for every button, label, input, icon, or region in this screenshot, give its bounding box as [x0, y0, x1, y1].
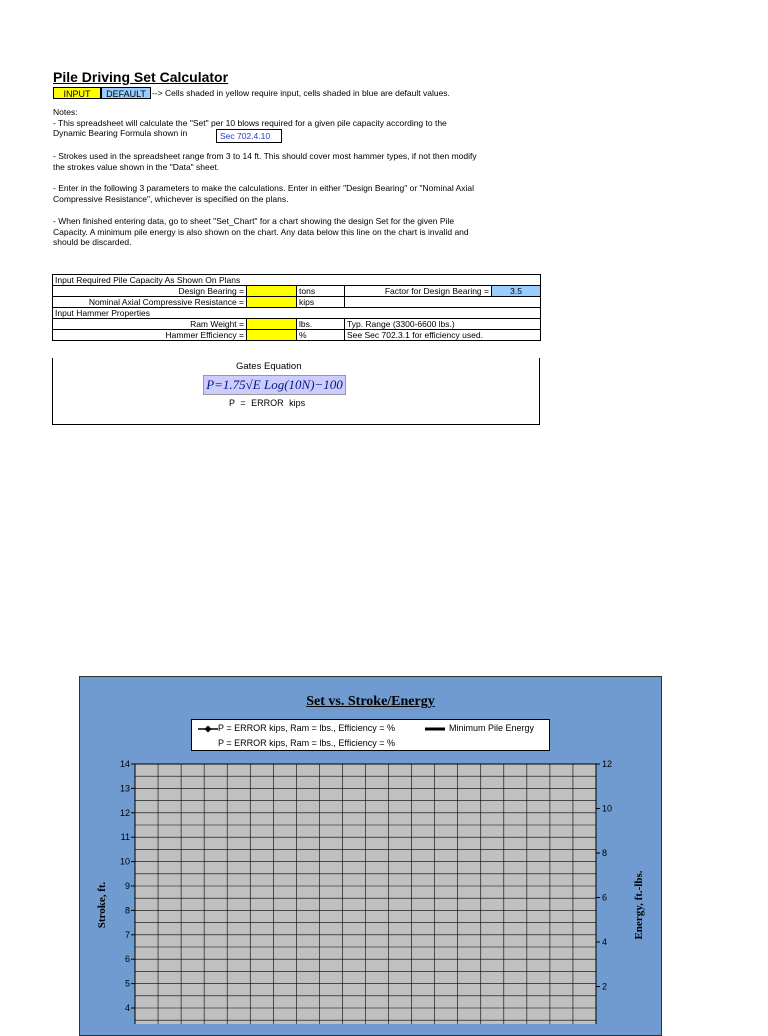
input-table: [52, 274, 541, 341]
y2-tick-label: 4: [602, 937, 608, 947]
chart-legend: [191, 719, 550, 751]
note-3b: Compressive Resistance", whichever is specified on the plans.: [53, 193, 289, 204]
y-tick-label: 13: [119, 783, 130, 794]
page-title: Pile Driving Set Calculator: [53, 69, 229, 85]
y-tick-label: 5: [124, 978, 130, 989]
y-tick-label: 12: [119, 807, 130, 818]
section-capacity-heading: Input Required Pile Capacity As Shown On Plans: [53, 275, 541, 286]
y-tick-label: 4: [124, 1003, 130, 1013]
series-1-legend-marker: [198, 725, 218, 733]
chart-title: Set vs. Stroke/Energy: [306, 694, 435, 709]
ram-weight-input[interactable]: [247, 319, 297, 330]
ram-weight-note: Typ. Range (3300-6600 lbs.): [345, 319, 541, 330]
factor-value[interactable]: 3.5: [492, 286, 541, 297]
y2-tick-label: 10: [602, 803, 613, 814]
note-4: [53, 216, 553, 248]
note-3: [53, 183, 553, 204]
result-value: ERROR: [251, 398, 284, 408]
input-legend-cell: INPUT: [53, 87, 101, 99]
hammer-efficiency-note: See Sec 702.3.1 for efficiency used.: [345, 330, 541, 341]
y-axis-label: Stroke, ft.: [96, 881, 108, 929]
nominal-resistance-unit: kips: [297, 297, 345, 308]
legend-note: --> Cells shaded in yellow require input, cells shaded in blue are default values.: [152, 88, 450, 98]
factor-label: Factor for Design Bearing =: [345, 286, 492, 297]
note-3a: - Enter in the following 3 parameters to make the calculations. Enter in either "Design Bearing" or "Nominal Axial: [53, 183, 475, 193]
series-1-legend-label: P = ERROR kips, Ram = lbs., Efficiency = %: [218, 723, 395, 733]
hammer-efficiency-unit: %: [297, 330, 345, 341]
note-2b: the strokes value shown in the "Data" sheet.: [53, 161, 220, 172]
y-tick-label: 6: [124, 954, 130, 965]
result-unit: kips: [289, 398, 306, 408]
result-label: P =: [229, 398, 246, 408]
chart-plot: [79, 750, 662, 1024]
notes-block: [53, 107, 553, 139]
hammer-efficiency-label: Hammer Efficiency =: [53, 330, 247, 341]
note-4a: - When finished entering data, go to sheet "Set_Chart" for a chart showing the design Set for the given Pile: [53, 216, 455, 226]
series-2-legend-marker: [425, 725, 445, 733]
y2-tick-label: 12: [602, 759, 613, 769]
nominal-resistance-label: Nominal Axial Compressive Resistance =: [53, 297, 247, 308]
y2-tick-label: 8: [602, 848, 608, 858]
gates-formula: P=1.75√E Log(10N)−100: [203, 375, 346, 395]
design-bearing-label: Design Bearing =: [53, 286, 247, 297]
note-1a: - This spreadsheet will calculate the "Set" per 10 blows required for a given pile capacity according to the: [53, 117, 447, 128]
y2-tick-label: 2: [602, 981, 608, 992]
ram-weight-label: Ram Weight =: [53, 319, 247, 330]
note-2: [53, 151, 553, 172]
y-tick-label: 7: [124, 929, 130, 940]
note-4c: should be discarded.: [53, 237, 132, 247]
y2-tick-label: 6: [602, 892, 608, 903]
gates-equation-title: Gates Equation: [236, 361, 302, 372]
empty-cell: [345, 297, 541, 308]
default-legend-cell: DEFAULT: [101, 87, 151, 99]
nominal-resistance-input[interactable]: [247, 297, 297, 308]
series-2-legend-label: Minimum Pile Energy: [449, 723, 535, 733]
series-3-legend-label: P = ERROR kips, Ram = lbs., Efficiency = %: [218, 738, 395, 748]
y2-axis-label: Energy, ft.-lbs.: [633, 870, 645, 940]
section-hammer-heading: Input Hammer Properties: [53, 308, 541, 319]
note-4b: Capacity. A minimum pile energy is also shown on the chart. Any data below this line on the chart is invalid and: [53, 226, 469, 237]
ram-weight-unit: lbs.: [297, 319, 345, 330]
section-reference-cell[interactable]: Sec 702.4.10: [216, 129, 282, 143]
y-tick-label: 9: [124, 881, 130, 891]
y-tick-label: 8: [124, 905, 130, 916]
notes-heading: Notes:: [53, 107, 78, 117]
y-tick-label: 11: [120, 832, 130, 843]
design-bearing-input[interactable]: [247, 286, 297, 297]
note-2a: - Strokes used in the spreadsheet range from 3 to 14 ft. This should cover most hammer types, if not then modify: [53, 151, 477, 161]
design-bearing-unit: tons: [297, 286, 345, 297]
note-1b: Dynamic Bearing Formula shown in: [53, 128, 188, 138]
result-line: [229, 398, 305, 408]
y-tick-label: 10: [119, 856, 130, 867]
hammer-efficiency-input[interactable]: [247, 330, 297, 341]
y-tick-label: 14: [119, 759, 130, 769]
